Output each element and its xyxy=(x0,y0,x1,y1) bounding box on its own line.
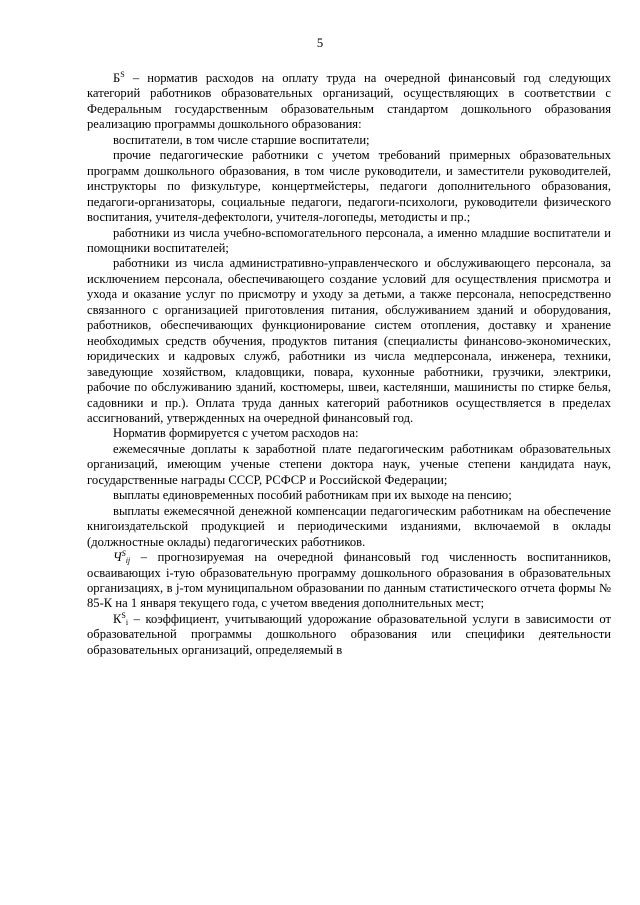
paragraph-text: – прогнозируемая на очередной финансовый год численность воспитанников, осваивающих i-тую образовательную программу дошкольного образования в образовательных организациях, в j-том муниципальном образовании по данным статистического отчета формы № 85-К на 1 января текущего года, с учетом введения дополнительных мест; xyxy=(87,550,611,611)
symbol-k-subscript: i xyxy=(125,617,129,627)
list-item-monthly-surcharges: ежемесячные доплаты к заработной плате педагогическим работникам образовательных организаций, имеющим ученые степени доктора наук, ученые степени кандидата наук, государственные награды СССР, РСФСР и Российской Федерации; xyxy=(87,441,611,487)
document-body xyxy=(87,71,611,658)
list-item-admin-staff: работники из числа административно-управленческого и обслуживающего персонала, за исключением персонала, обеспечивающего создание условий для осуществления присмотра и ухода и оказание услуг по присмотру и уходу за детьми, а также персонала, непосредственно связанного с организацией приготовления питания, обслуживанием зданий и оборудования, работников, обеспечивающих функционирование систем отопления, доставку и хранение необходимых средств обучения, продуктов питания (специалисты финансово-экономических, юридических и кадровых служб, работники из числа медперсонала, инженера, техники, заведующие хозяйством, кладовщики, повара, кухонные работники, грузчики, электрики, рабочие по обслуживанию зданий, костюмеры, швеи, кастелянши, машинисты по стирке белья, садовники и пр.). Оплата труда данных категорий работников осуществляется в пределах ассигнований, утвержденных на очередной финансовый год. xyxy=(87,256,611,425)
list-item-other-pedagogical: прочие педагогические работники с учетом требований примерных образовательных программ дошкольного образования, в том числе руководители, и заместители руководителей, инструкторы по физкультуре, концертмейстеры, педагоги дополнительного образования, педагоги-организаторы, социальные педагоги, педагоги-психологи, руководители физического воспитания, учителя-дефектологи, учителя-логопеды, методисты и пр.; xyxy=(87,148,611,225)
list-item-one-time-benefits: выплаты единовременных пособий работникам при их выходе на пенсию; xyxy=(113,488,512,503)
paragraph-norm-formed: Норматив формируется с учетом расходов на: xyxy=(113,426,359,441)
list-item-monthly-compensation: выплаты ежемесячной денежной компенсации педагогическим работникам на обеспечение книгоиздательской продукцией и периодическими изданиями, включаемой в оклады (должностные оклады) педагогических работников. xyxy=(87,503,611,549)
paragraph-text: – коэффициент, учитывающий удорожание образовательной услуги в зависимости от образовательной программы дошкольного образования или специфики деятельности образовательных организаций, определяемый в xyxy=(87,611,611,657)
symbol-b-superscript: S xyxy=(120,70,125,79)
paragraph-pupil-count xyxy=(87,550,611,612)
symbol-k-superscript: S xyxy=(121,610,126,620)
page-number: 5 xyxy=(316,36,324,50)
list-item-support-staff: работники из числа учебно-вспомогательного персонала, а именно младшие воспитатели и помощники воспитателей; xyxy=(87,225,611,255)
paragraph-coefficient xyxy=(87,612,611,658)
symbol-k: К xyxy=(113,611,122,626)
list-item-educators: воспитатели, в том числе старшие воспитатели; xyxy=(113,132,370,147)
paragraph-text: – норматив расходов на оплату труда на очередной финансовый год следующих категорий работников образовательных организаций, осуществляющих в соответствии с Федеральным государственным образовательным стандартом дошкольного образования реализацию программы дошкольного образования: xyxy=(87,71,611,132)
symbol-b: Б xyxy=(113,71,121,85)
paragraph-norm-definition xyxy=(87,71,611,133)
symbol-ch-superscript: S xyxy=(121,549,126,559)
symbol-ch: Ч xyxy=(113,550,122,565)
symbol-ch-subscript: ij xyxy=(125,556,131,566)
